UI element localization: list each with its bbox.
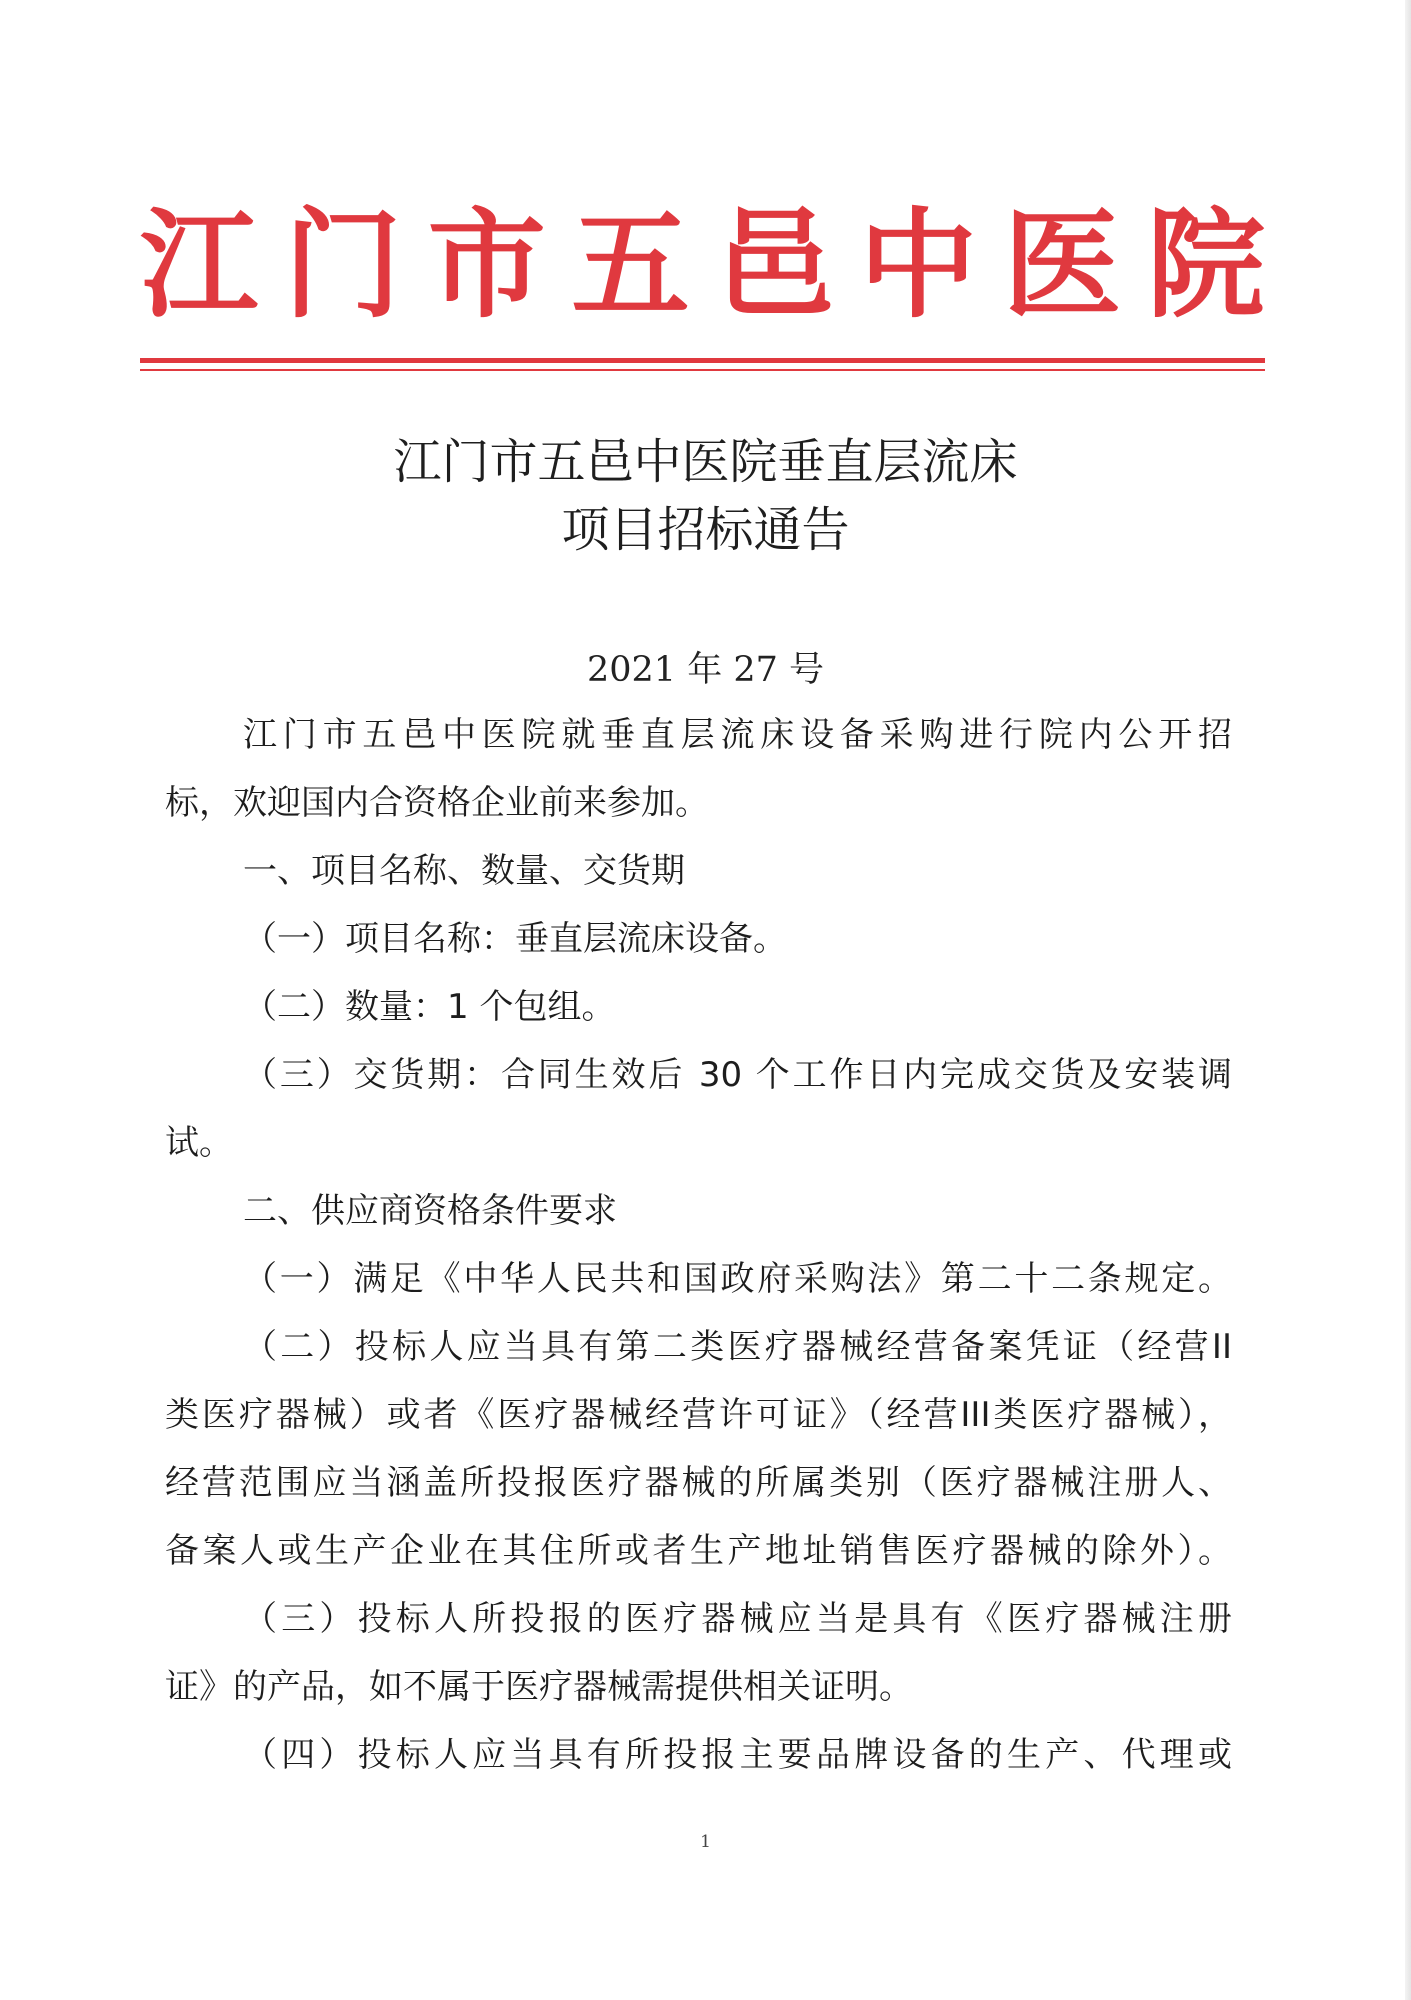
masthead-char: 门: [283, 195, 402, 334]
section-2-item-1: （一）满足《中华人民共和国政府采购法》第二十二条规定。: [243, 1259, 1232, 1299]
masthead-rule-thick: [140, 358, 1265, 363]
section-2-item-2-line-2: 类医疗器械）或者《医疗器械经营许可证》（经营III类医疗器械），: [165, 1395, 1232, 1435]
section-1-item-3-line-2: 试。: [165, 1123, 233, 1163]
masthead-rule-thin: [140, 369, 1265, 371]
document-title-line-2: 项目招标通告: [561, 502, 850, 558]
section-2-item-2-line-1: （二）投标人应当具有第二类医疗器械经营备案凭证（经营II: [243, 1327, 1232, 1367]
page-number: 1: [700, 1832, 711, 1852]
masthead-hospital-name: [140, 195, 1265, 334]
masthead-char: 院: [1146, 195, 1265, 334]
section-2-item-2-line-4: 备案人或生产企业在其住所或者生产地址销售医疗器械的除外）。: [165, 1531, 1232, 1571]
document-number: 2021 年 27 号: [587, 650, 824, 690]
masthead-char: 江: [140, 195, 259, 334]
section-1-item-2: （二）数量：1 个包组。: [243, 987, 616, 1027]
masthead-char: 中: [859, 195, 978, 334]
masthead-char: 市: [427, 195, 546, 334]
section-2-heading: 二、供应商资格条件要求: [243, 1191, 617, 1231]
section-1-heading: 一、项目名称、数量、交货期: [243, 851, 685, 891]
section-2-item-3-line-2: 证》的产品，如不属于医疗器械需提供相关证明。: [165, 1667, 913, 1707]
page-edge-shadow: [1405, 0, 1411, 2000]
masthead-char: 五: [571, 195, 690, 334]
masthead-char: 邑: [715, 195, 834, 334]
section-2-item-2-line-3: 经营范围应当涵盖所投报医疗器械的所属类别（医疗器械注册人、: [165, 1463, 1232, 1503]
document-title-line-1: 江门市五邑中医院垂直层流床: [393, 434, 1018, 490]
section-1-item-1: （一）项目名称：垂直层流床设备。: [243, 919, 787, 959]
section-2-item-4-line-1: （四）投标人应当具有所投报主要品牌设备的生产、代理或: [243, 1735, 1232, 1775]
intro-paragraph-line-2: 标，欢迎国内合资格企业前来参加。: [165, 783, 709, 823]
section-1-item-3-line-1: （三）交货期：合同生效后 30 个工作日内完成交货及安装调: [243, 1055, 1232, 1095]
intro-paragraph-line-1: 江门市五邑中医院就垂直层流床设备采购进行院内公开招: [243, 715, 1232, 755]
masthead-char: 医: [1003, 195, 1122, 334]
section-2-item-3-line-1: （三）投标人所投报的医疗器械应当是具有《医疗器械注册: [243, 1599, 1232, 1639]
